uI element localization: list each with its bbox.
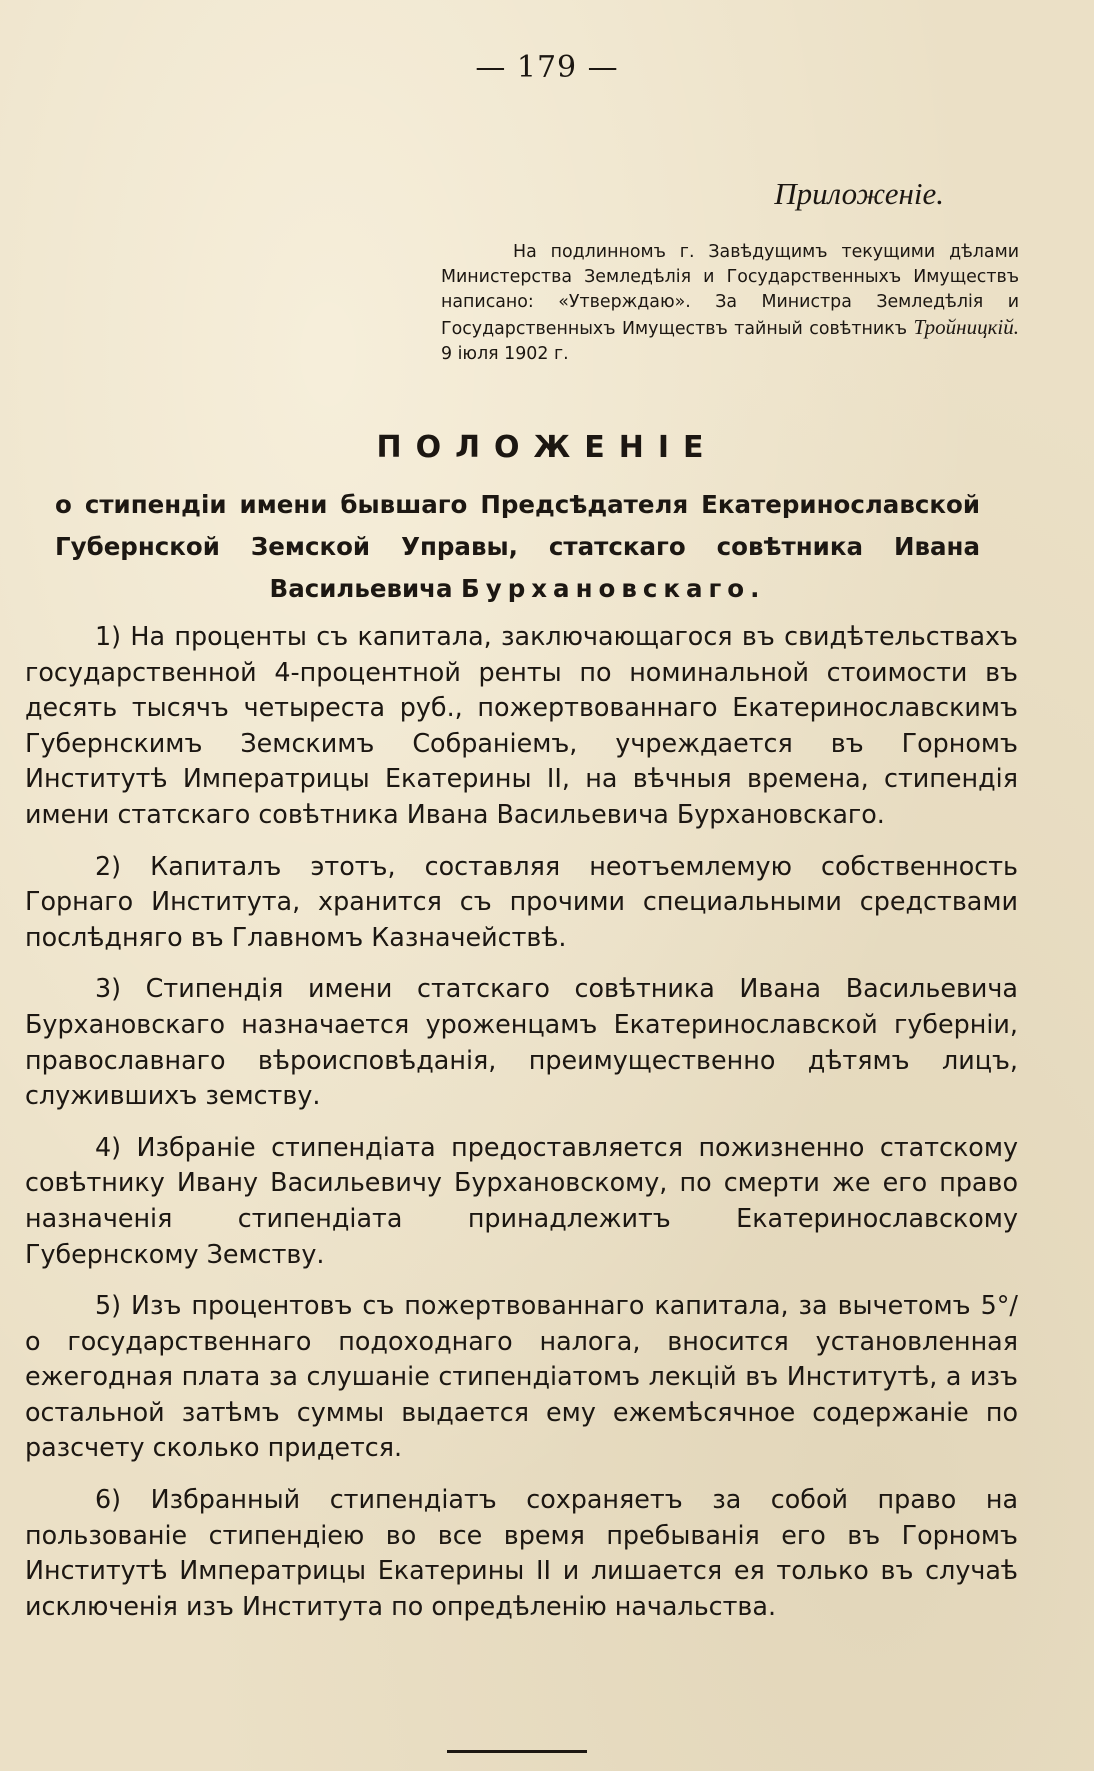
page-number: — 179 —: [475, 50, 619, 85]
paragraph-3: 3) Стипендiя имени статскаго совѣтника Ивана Васильевича Бурхановскаго назначается уроженцамъ Екатеринославской губернiи, православнаго вѣроисповѣданiя, преимущественно дѣтямъ лицъ, служившихъ земству.: [25, 973, 1018, 1111]
document-subtitle: [55, 484, 980, 610]
approval-date: 9 iюля 1902 г.: [441, 344, 569, 364]
paragraph-5: 5) Изъ процентовъ съ пожертвованнаго капитала, за вычетомъ 5°/о государственнаго подоходнаго налога, вносится установленная ежегодная плата за слушанiе стипендiатомъ лекцiй въ Институтѣ, а изъ остальной затѣмъ суммы выдается ему ежемѣсячное содержанiе по разсчету сколько придется.: [25, 1290, 1018, 1463]
closing-rule: [447, 1750, 587, 1753]
subtitle-surname: Бурхановскаго.: [461, 574, 766, 603]
paragraph-6: 6) Избранный стипендiатъ сохраняетъ за собой право на пользованiе стипендiею во все время пребыванiя его въ Горномъ Институтѣ Императрицы Екатерины II и лишается ея только въ случаѣ исключенiя изъ Института по опредѣленiю начальства.: [25, 1484, 1018, 1621]
subtitle-line-2: Губернской Земской Управы, статскаго совѣтника Ивана: [55, 532, 980, 561]
approval-note: [441, 240, 1019, 367]
approval-note-text: На подлинномъ г. Завѣдущимъ текущими дѣлами Министерства Земледѣлiя и Государственныхъ Имуществъ написано: «Утверждаю». За Министра Земледѣлiя и Государственныхъ Имуществъ тайный совѣтникъ: [441, 242, 1019, 339]
approval-signatory: Тройницкiй.: [913, 315, 1019, 339]
paragraph-4: 4) Избранiе стипендiата предоставляется пожизненно статскому совѣтнику Ивану Васильевичу Бурхановскому, по смерти же его право назначенiя стипендiата принадлежитъ Екатеринославскому Губернскому Земству.: [25, 1131, 1018, 1269]
subtitle-line-1: о стипендiи имени бывшаго Предсѣдателя Екатеринославской: [55, 490, 980, 519]
document-body: [25, 619, 1018, 1640]
subtitle-line-3-prefix: Васильевича: [269, 574, 462, 603]
appendix-label: Приложенiе.: [774, 176, 944, 211]
paragraph-2: 2) Капиталъ этотъ, составляя неотъемлемую собственность Горнаго Института, хранится съ прочими специальными средствами послѣдняго въ Главномъ Казначействѣ.: [25, 850, 1018, 952]
subtitle-line-3: [55, 568, 980, 610]
document-title: ПОЛОЖЕНIЕ: [376, 430, 718, 465]
paragraph-1: 1) На проценты съ капитала, заключающагося въ свидѣтельствахъ государственной 4-процентной ренты по номинальной стоимости въ десять тысячъ четыреста руб., пожертвованнаго Екатеринославскимъ Губернскимъ Земскимъ Собранiемъ, учреждается въ Горномъ Институтѣ Императрицы Екатерины II, на вѣчныя времена, стипендiя имени статскаго совѣтника Ивана Васильевича Бурхановскаго.: [25, 621, 1018, 829]
